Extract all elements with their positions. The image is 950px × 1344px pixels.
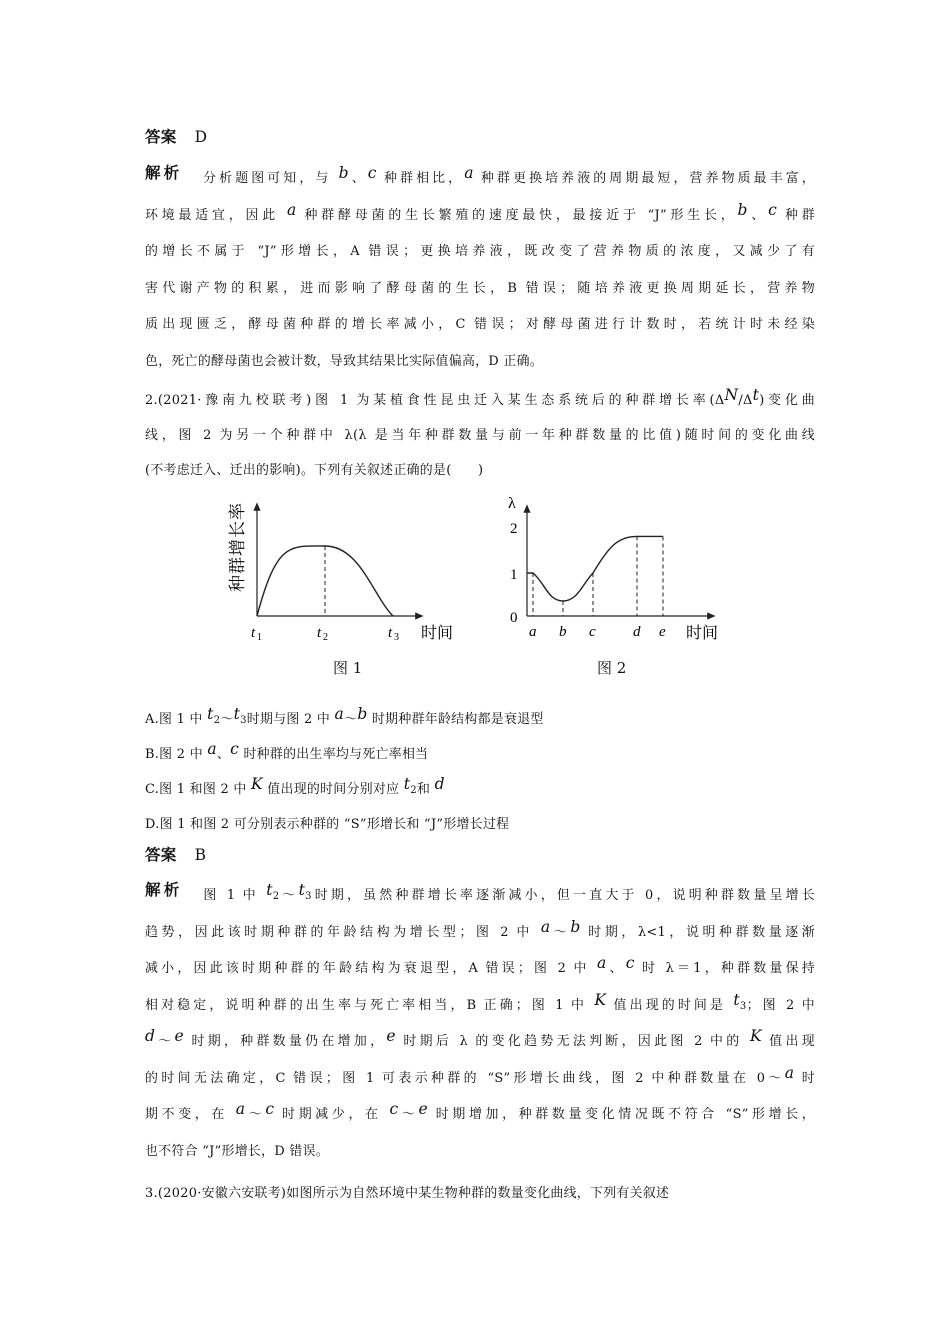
- text-run: 、: [747, 207, 769, 223]
- fig2-x-label: 时间: [686, 625, 719, 642]
- text-line: [145, 236, 815, 262]
- fig2-xtick-e: e: [659, 624, 666, 640]
- text-run: e: [174, 1027, 185, 1045]
- text-run: d: [434, 775, 445, 793]
- text-run: b: [357, 705, 368, 723]
- text-run: ～: [344, 712, 358, 728]
- text-run: 也不符合 “J”形增长，D 错误。: [145, 1143, 329, 1159]
- text-run: ～: [220, 712, 234, 728]
- svg-text:2: 2: [323, 632, 328, 643]
- text-line: [145, 273, 815, 299]
- fig1-caption: 图 1: [333, 659, 363, 677]
- text-run: b: [570, 917, 581, 936]
- text-run: C.图 1 和图 2 中: [145, 782, 251, 798]
- text-run: D.图 1 和图 2 可分别表示种群的 “S”形增长和 “J”形增长过程: [145, 817, 510, 833]
- text-line: [145, 1178, 815, 1204]
- text-run: 的时间无法确定，C 错误；图 1 可表示种群的 “S”形增长曲线，图 2 中种群数量在 0～: [145, 1070, 785, 1086]
- text-run: 环境最适宜，因此: [145, 207, 288, 223]
- text-run: t: [733, 990, 740, 1009]
- fig1-x-label: 时间: [421, 625, 454, 642]
- answer-value: B: [194, 846, 207, 864]
- text-line: [145, 385, 815, 411]
- text-line: [145, 917, 815, 943]
- text-line: [145, 774, 815, 801]
- answer-label: 答案: [145, 845, 177, 864]
- text-run: a: [235, 1100, 246, 1118]
- fig1-tick-t1: [251, 625, 262, 643]
- text-run: B.图 2 中: [145, 747, 208, 763]
- text-run: 时期种群年龄结构都是衰退型: [367, 712, 544, 728]
- text-run: 时期与图 2 中: [246, 712, 335, 728]
- text-line: [145, 704, 815, 731]
- text-run: ～: [279, 888, 299, 904]
- text-run: 时期减少，在: [274, 1107, 390, 1123]
- text-run: (不考虑迁入、迁出的影响)。下列有关叙述正确的是( ): [145, 463, 484, 479]
- text-run: 时期，种群数量仍在增加，: [184, 1034, 387, 1050]
- text-run: a: [597, 954, 607, 972]
- text-run: 值出现的时间是: [606, 997, 734, 1013]
- text-run: /Δ: [738, 393, 753, 409]
- text-run: t: [266, 881, 273, 899]
- text-run: N: [724, 386, 739, 404]
- svg-text:t: t: [388, 625, 393, 641]
- text-run: 图 1 中: [200, 888, 267, 904]
- text-run: 时 λ＝1，种群数量保持: [634, 961, 815, 977]
- text-line: [145, 163, 815, 189]
- text-run: a: [784, 1063, 795, 1082]
- text-run: 期不变，在: [145, 1107, 236, 1123]
- text-run: 、: [606, 961, 626, 977]
- text-line: [145, 455, 815, 481]
- svg-text:t: t: [317, 625, 322, 641]
- text-run: 2: [272, 891, 280, 903]
- fig2-xtick-c: c: [589, 624, 596, 640]
- text-run: t: [752, 386, 760, 404]
- fig1-y-label: 种群增长率: [228, 502, 247, 592]
- text-run: 值出现的时间分别对应: [262, 782, 404, 798]
- text-run: 时种群的出生率均与死亡率相当: [239, 747, 429, 763]
- text-line: [145, 990, 815, 1017]
- analysis-label: 解析: [145, 880, 183, 899]
- text-run: ；图 2 中: [746, 997, 816, 1013]
- text-run: c: [389, 1100, 399, 1118]
- text-run: e: [386, 1027, 396, 1045]
- text-run: t: [207, 705, 214, 723]
- text-run: 2.(2021·豫南九校联考)图 1 为某植食性昆虫迁入某生态系统后的种群增长率(Δ: [145, 393, 725, 409]
- svg-text:t: t: [251, 625, 256, 641]
- text-run: t: [298, 881, 306, 899]
- text-run: a: [287, 200, 297, 219]
- text-run: K: [250, 775, 263, 793]
- text-line: [145, 309, 815, 335]
- text-run: 趋势，因此该时期种群的年龄结构为增长型；图 2 中: [145, 924, 541, 940]
- text-run: a: [540, 917, 551, 936]
- text-run: 时期，虽然种群增长率逐渐减小，但一直大于 0，说明种群数量呈增长: [311, 888, 815, 904]
- svg-text:1: 1: [257, 632, 262, 643]
- svg-text:3: 3: [394, 632, 399, 643]
- text-run: a: [334, 705, 345, 723]
- text-run: d: [145, 1027, 156, 1045]
- fig2-caption: 图 2: [597, 659, 627, 677]
- text-run: 害代谢产物的积累，进而影响了酵母菌的生长，B 错误；随培养液更换周期延长，营养物: [145, 280, 815, 296]
- text-run: ～: [155, 1034, 175, 1050]
- text-line: [145, 953, 815, 979]
- text-run: 相对稳定，说明种群的出生率与死亡率相当，B 正确；图 1 中: [145, 997, 595, 1013]
- text-line: [145, 1063, 815, 1089]
- text-run: ～: [550, 924, 571, 940]
- text-run: 2: [213, 715, 221, 727]
- text-run: 种群酵母菌的生长繁殖的速度最快，最接近于 “J”形生长，: [296, 207, 738, 223]
- analysis-label: 解析: [145, 163, 183, 182]
- text-run: 值出现: [761, 1034, 815, 1050]
- text-run: e: [418, 1100, 428, 1118]
- text-run: 分析题图可知，与: [200, 171, 339, 187]
- fig1-tick-t3: [388, 625, 399, 643]
- text-run: t: [233, 705, 241, 723]
- text-run: 2: [410, 785, 417, 797]
- text-run: c: [625, 954, 635, 972]
- text-run: 和: [416, 782, 435, 798]
- text-run: c: [230, 740, 240, 758]
- text-line: [145, 1099, 815, 1125]
- figure-1: [225, 490, 475, 645]
- text-line: [145, 809, 815, 835]
- text-run: ～: [398, 1107, 419, 1123]
- text-run: 、: [216, 747, 231, 763]
- text-line: [145, 420, 815, 446]
- text-run: A.图 1 中: [145, 712, 208, 728]
- text-run: c: [768, 200, 778, 219]
- fig2-ytick-2: 2: [510, 521, 518, 537]
- answer-value: D: [194, 128, 208, 146]
- fig2-ytick-0: 0: [510, 610, 518, 626]
- text-run: 种群: [777, 207, 815, 223]
- text-run: 、: [348, 171, 368, 187]
- text-run: 时期后 λ 的变化趋势无法判断，因此图 2 中的: [395, 1034, 750, 1050]
- text-run: 线，图 2 为另一个种群中 λ(λ 是当年种群数量与前一年种群数量的比值)随时间的变化曲线: [145, 428, 815, 444]
- answer-2: [145, 845, 815, 865]
- text-run: 种群相比，: [376, 171, 465, 187]
- fig2-lambda-curve: [527, 536, 663, 601]
- text-run: b: [737, 200, 748, 219]
- text-line: [145, 346, 815, 372]
- text-run: 3.(2020·安徽六安联考)如图所示为自然环境中某生物种群的数量变化曲线，下列有关叙述: [145, 1186, 670, 1202]
- text-run: 减小，因此该时期种群的年龄结构为衰退型，A 错误；图 2 中: [145, 961, 598, 977]
- text-line: [145, 1136, 815, 1162]
- answer-label: 答案: [145, 127, 177, 146]
- text-run: 3: [739, 1000, 747, 1012]
- fig2-xtick-d: d: [633, 624, 641, 640]
- text-run: 3: [240, 715, 247, 727]
- fig2-ytick-1: 1: [510, 567, 518, 583]
- text-run: 的增长不属于 “J”形增长，A 错误；更换培养液，既改变了营养物质的浓度，又减少了有: [145, 244, 815, 260]
- text-run: 色，死亡的酵母菌也会被计数，导致其结果比实际值偏高，D 正确。: [145, 354, 544, 370]
- text-run: c: [367, 164, 377, 182]
- text-run: b: [338, 164, 349, 182]
- fig2-xtick-a: a: [529, 624, 537, 640]
- fig2-y-label: λ: [508, 495, 516, 512]
- text-run: 时期，λ<1，说明种群数量逐渐: [580, 924, 815, 940]
- figure-2: [500, 488, 740, 646]
- text-run: a: [207, 740, 217, 758]
- text-run: K: [594, 990, 607, 1009]
- text-line: [145, 1026, 815, 1052]
- text-run: 时期增加，种群数量变化情况既不符合 “S”形增长，: [427, 1107, 816, 1123]
- text-run: K: [749, 1027, 762, 1045]
- text-run: )变化曲: [759, 393, 815, 409]
- text-run: 时: [794, 1070, 815, 1086]
- text-run: t: [403, 775, 411, 793]
- fig2-xtick-b: b: [559, 624, 567, 640]
- text-run: ～: [245, 1107, 266, 1123]
- text-line: [145, 880, 815, 907]
- text-line: [145, 200, 815, 226]
- text-run: c: [265, 1100, 275, 1118]
- text-run: 种群更换培养液的周期最短，营养物质最丰富，: [473, 171, 815, 187]
- text-line: [145, 739, 815, 765]
- text-run: 3: [305, 891, 312, 903]
- answer-1: [145, 127, 815, 147]
- fig1-tick-t2: [317, 625, 328, 643]
- text-run: a: [464, 164, 474, 182]
- text-run: 质出现匮乏，酵母菌种群的增长率减小，C 错误；对酵母菌进行计数时，若统计时未经染: [145, 317, 815, 333]
